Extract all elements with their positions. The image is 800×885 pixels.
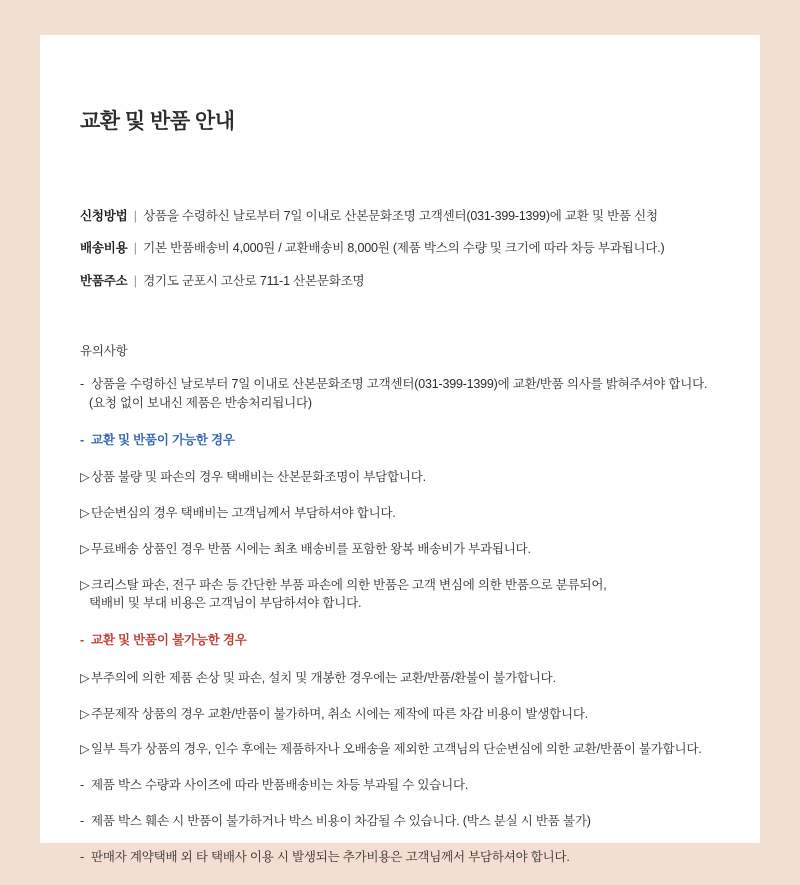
list-marker: ▷ bbox=[80, 506, 90, 521]
summary-separator: | bbox=[133, 273, 137, 288]
summary-row-return-address bbox=[80, 272, 720, 291]
list-item-subtext: 택배비 및 부대 비용은 고객님이 부담하셔야 합니다. bbox=[89, 596, 362, 611]
summary-value: 경기도 군포시 고산로 711-1 산본문화조명 bbox=[143, 273, 365, 288]
list-item-text: 교환 및 반품이 가능한 경우 bbox=[91, 432, 235, 447]
list-marker: - bbox=[80, 633, 84, 648]
list-item-exchange-allowed-heading bbox=[80, 431, 720, 450]
list-marker: ▷ bbox=[80, 706, 90, 721]
list-marker: ▷ bbox=[80, 541, 90, 556]
list-item bbox=[80, 504, 720, 523]
summary-row-shipping-fee bbox=[80, 239, 720, 258]
list-item-text: 제품 박스 훼손 시 반품이 불가하거나 박스 비용이 차감될 수 있습니다. (박스 분실 시 반품 불가) bbox=[91, 813, 591, 828]
list-marker: - bbox=[80, 813, 84, 828]
summary-value: 기본 반품배송비 4,000원 / 교환배송비 8,000원 (제품 박스의 수량 및 크기에 따라 차등 부과됩니다.) bbox=[143, 241, 665, 256]
document-page bbox=[40, 35, 760, 864]
list-item-text: 제품 박스 수량과 사이즈에 따라 반품배송비는 차등 부과될 수 있습니다. bbox=[91, 778, 469, 793]
list-item bbox=[80, 776, 720, 795]
list-item-text: 무료배송 상품인 경우 반품 시에는 최초 배송비를 포함한 왕복 배송비가 부과됩니다. bbox=[91, 541, 531, 556]
list-marker: - bbox=[80, 377, 84, 392]
list-item-text: 교환 및 반품이 불가능한 경우 bbox=[91, 633, 247, 648]
page-title: 교환 및 반품 안내 bbox=[80, 110, 235, 133]
notice-list bbox=[80, 375, 720, 866]
summary-label: 신청방법 bbox=[80, 209, 128, 223]
list-item-text: 크리스탈 파손, 전구 파손 등 간단한 부품 파손에 의한 반품은 고객 변심에 의한 반품으로 분류되어, bbox=[91, 577, 607, 592]
list-item bbox=[80, 669, 720, 688]
list-item bbox=[80, 540, 720, 559]
list-item-text: 부주의에 의한 제품 손상 및 파손, 설치 및 개봉한 경우에는 교환/반품/환불이 불가합니다. bbox=[91, 670, 556, 685]
list-item-subtext: (요청 없이 보내신 제품은 반송처리됩니다) bbox=[89, 395, 312, 410]
notice-heading: 유의사항 bbox=[80, 344, 128, 359]
summary-value: 상품을 수령하신 날로부터 7일 이내로 산본문화조명 고객센터(031-399-1399)에 교환 및 반품 신청 bbox=[143, 209, 658, 223]
list-item bbox=[80, 705, 720, 724]
list-item-text: 판매자 계약택배 외 타 택배사 이용 시 발생되는 추가비용은 고객님께서 부담하셔야 합니다. bbox=[91, 849, 570, 864]
list-item-exchange-denied-heading bbox=[80, 631, 720, 650]
list-marker: ▷ bbox=[80, 742, 90, 757]
list-item bbox=[80, 740, 720, 759]
list-marker: ▷ bbox=[80, 670, 90, 685]
summary-row-method bbox=[80, 207, 720, 226]
list-marker: ▷ bbox=[80, 577, 90, 592]
list-marker: - bbox=[80, 849, 84, 864]
list-item bbox=[80, 468, 720, 487]
list-item bbox=[80, 812, 720, 831]
list-item-text: 일부 특가 상품의 경우, 인수 후에는 제품하자나 오배송을 제외한 고객님의 단순변심에 의한 교환/반품이 불가합니다. bbox=[91, 742, 702, 757]
summary-section bbox=[80, 207, 720, 291]
list-item-text: 상품 불량 및 파손의 경우 택배비는 산본문화조명이 부담합니다. bbox=[91, 470, 426, 485]
list-item-text: 주문제작 상품의 경우 교환/반품이 불가하며, 취소 시에는 제작에 따른 차감 비용이 발생합니다. bbox=[91, 706, 589, 721]
summary-label: 반품주소 bbox=[80, 273, 128, 288]
summary-separator: | bbox=[133, 209, 137, 223]
summary-separator: | bbox=[133, 241, 137, 256]
list-item bbox=[80, 576, 720, 614]
summary-label: 배송비용 bbox=[80, 241, 128, 256]
list-marker: ▷ bbox=[80, 470, 90, 485]
list-item bbox=[80, 375, 720, 413]
list-marker: - bbox=[80, 778, 84, 793]
list-marker: - bbox=[80, 432, 84, 447]
document-content bbox=[40, 35, 760, 866]
list-item-text: 단순변심의 경우 택배비는 고객님께서 부담하셔야 합니다. bbox=[91, 506, 396, 521]
list-item-text: 상품을 수령하신 날로부터 7일 이내로 산본문화조명 고객센터(031-399-1399)에 교환/반품 의사를 밝혀주셔야 합니다. bbox=[91, 377, 708, 392]
list-item bbox=[80, 848, 720, 867]
